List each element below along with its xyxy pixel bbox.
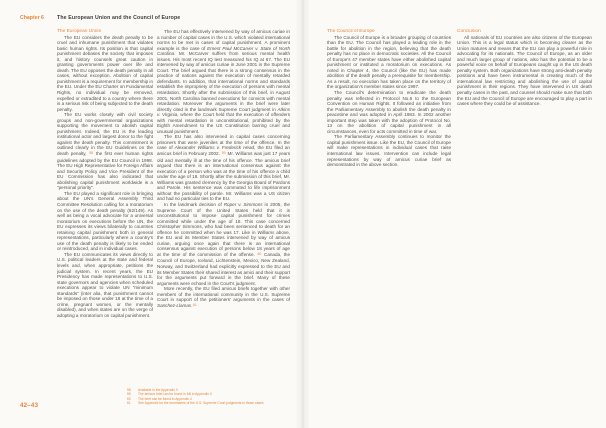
paragraph <box>457 35 592 107</box>
footnote-number: 60 <box>127 396 131 401</box>
section-heading-council-of-europe: The Council of Europe <box>327 29 375 34</box>
right-page-column-2 <box>457 29 592 107</box>
text-run: The EU works closely with civil society groups and non-governmental organizations supporting the movement to abolish capital punishment. Indeed, the EU is the leading institutional actor and largest donor to the fight against the death penalty. This commitment is outlined clearly in the EU Guidelines on the death penalty, <box>57 112 153 157</box>
text-run: The EU communicates its views directly to U.S. political leaders at the state and federal levels and, when appropriate, petitions the judicial system. In recent years, the EU Presidency has made representations to U.S. state governors and agencies when scheduled executions appear to violate UN "minimum standards" (inter alia, that punishment cannot be imposed on those under 18 at the time of a crime, pregnant women, or the mentally disabled), and when states are on the verge of adopting a moratorium on capital punishment. <box>57 251 153 318</box>
footnote-ref-marker: 58 <box>89 151 94 156</box>
case-name-italic: Sanchez-Llamas <box>157 302 192 308</box>
page-title: The European Union and the Council of Europe <box>57 15 181 21</box>
text-run: the first ever human rights guidelines adopted by the EU Council in 1998. The EU High Representative for Foreign Affairs and Security Policy and Vice President of the EU Commission has also indicated that abolishing capital punishment worldwide is a "personal priority". <box>57 151 153 191</box>
footnote-number: 58 <box>127 388 131 392</box>
footnotes <box>127 388 293 405</box>
text-run: The EU has effectively intervened by way of amicus curiae in a number of capital cases in the U.S. which violated international norms to be met in cases of capital punishment. A prominent example is the case of <box>157 29 290 51</box>
footnote-item <box>127 401 293 405</box>
column-text <box>157 29 290 309</box>
paragraph <box>157 202 290 286</box>
right-page <box>303 0 606 428</box>
footnote-text: Available in the Appendix 3 <box>138 388 178 392</box>
spread-page-number: 42–43 <box>20 402 39 409</box>
paragraph <box>327 134 451 167</box>
text-run: The EU considers the death penalty to be cruel and inhumane punishment that violates basic human rights. Its position is that capital punishment debases the society that imposes it, and history counsels great caution in granting governments power over life and death. The EU opposes the death penalty in all cases, without exception. Abolition of capital punishment is a requirement for membership in the EU. Under the EU Charter on Fundamental Rights, no individual may be removed, expelled or extradited to a country where there is a serious risk of being subjected to the death penalty. <box>57 34 153 112</box>
text-run: More recently, the EU filed amicus briefs together with other members of the international community in the U.S. Supreme Court in support of the petitioners' arguments in the cases of <box>157 286 290 303</box>
paragraph <box>57 112 153 191</box>
text-run: Canada, the Council of Europe, Iceland, Lichtenstein, Mexico, New Zealand, Norway, and Switzerland had explicitly expressed to the EU and its Member States their shared interest as amici and their support for the arguments put forward in the brief. Many of these arguments were echoed in the Court's judgment. <box>157 251 290 286</box>
footnote-text: The amicus brief can be found in full in Appendix 4 <box>138 392 212 397</box>
paragraph <box>57 191 153 252</box>
footnote-number: 59 <box>127 392 131 397</box>
paragraph <box>157 286 290 309</box>
footnote-text: See Appendix for the summaries of the U.S. Supreme Court judgments in those cases <box>138 400 264 405</box>
case-name-italic: Williams <box>257 229 275 235</box>
left-page-column-2 <box>157 29 290 309</box>
text-run: . Mr. McCarver suffers from serious mental health issues. His most recent IQ test measured his IQ at 67. The EU intervened by way of amicus curiae in June 2001 in the Supreme Court. The brief argued that there is a strong consensus in the practice of nations against the execution of mentally retarded defendants. In addition, that international norms and standards establish the impropriety of the execution of persons with mental retardation. Shortly after the submission of this brief, in August 2001, North Carolina banned executions for convicts with mental retardation. Moreover the arguments in the brief were later directly cited in the landmark Supreme Court judgment in <box>157 51 290 112</box>
text-run: Mr. Williams was just 17 years old and mentally ill at the time of his offence. The amicus brief argued that there is an international consensus against the execution of a person who was at the time of his offence a child under the age of 18. Shortly after the submission of this brief, Mr. Williams was granted clemency by the Georgia Board of Pardons and Parole. His sentence was commuted to life imprisonment without the possibility of parole. Mr. Williams was a US citizen and had no particular ties to the EU. <box>157 151 290 202</box>
text-run: above, the EU and its Member States intervened by way of amicus curiae, arguing once again that there is an international consensus against execution of persons below 18 years of age at the time of the commission of the offense. <box>157 229 290 257</box>
chapter-label: Chapter 6 <box>20 15 44 21</box>
section-heading-conclusion: Conclusion <box>457 29 481 34</box>
text-run: in 2005, the Supreme Court of the United States held that it is unconstitutional to impose capital punishment for crimes committed while under the age of 18. This case concerned Christopher Simmons, who had been sentenced to death for an offence he committed when he was 17. Like in <box>157 201 290 235</box>
text-run: The Council's determination to eradicate the death penalty was reflected in Protocol No.6 to the European Convention on Human Rights. It followed an initiative from the Parliamentary Assembly to abolish the death penalty in peacetime and was adopted in April 1983. In 2002 another important step was taken with the adoption of Protocol No. 13 on the abolition of capital punishment in all circumstances, even for acts committed in time of war. <box>327 90 451 134</box>
text-run: In the landmark decision of <box>164 201 224 207</box>
text-run: All nationals of EU countries are also citizens of the European Union. This is a legal status which is becoming clearer as the Union matures and means that the EU can play a powerful role in advocating for its nationals. The Council of Europe, as an older and much larger group of nations, also has the potential to be a powerful voice on behalf of Europeans caught up in the US death penalty system. Both organizations have strong anti-death penalty positions and have been instrumental in creating much of the international law restricting and abolishing the use of capital punishment in their regions. They have intervened in US death penalty cases in the past, and counsel should make sure that both the EU and the Council of Europe are encouraged to play a part in cases where they could be of assistance. <box>457 34 592 107</box>
column-text <box>327 35 451 168</box>
text-run: The Council of Europe is a broader grouping of countries than the EU. The Council has played a leading role in the battle for abolition in the region, believing that the death penalty has no place in democratic societies. All the Council of Europe's 47 member states have either abolished capital punishment or instituted a moratorium on executions. As noted in Chapter 4, the Council (like the EU) has made abolition of the death penalty a prerequisite for membership. As a result, no execution has taken place on the territory of the organization's member states since 1997. <box>327 34 451 90</box>
footnote-ref-marker: 60 <box>257 252 262 257</box>
paragraph <box>57 35 153 113</box>
text-run: . <box>191 302 193 308</box>
text-run: , where the Court held that the execution of offenders with mental retardation is unconstitutional, prohibited by the Eighth Amendment to the US Constitution barring cruel and unusual punishment. <box>157 112 290 134</box>
paragraph <box>157 134 290 202</box>
paragraph <box>157 29 290 134</box>
paragraph <box>327 90 451 134</box>
case-name-italic: Ernest Paul McCarver v. State of North Carolina <box>157 45 290 57</box>
text-run: The Parliamentary Assembly continues to monitor the capital punishment issue. Like the EU, the Council of Europe will make representations in individual cases that raise international law issues. Intervention can include legal representations by way of amicus curiae brief as demonstrated in the above section. <box>327 134 451 168</box>
column-text <box>57 35 153 319</box>
footnote-number: 61 <box>127 400 131 405</box>
footnote-text: The brief can be found in Appendix 4 <box>138 396 192 401</box>
paragraph <box>57 252 153 319</box>
footnote-ref-marker: 61 <box>192 303 197 307</box>
paragraph <box>327 35 451 90</box>
column-text <box>457 35 592 107</box>
text-run: The EU has also intervened in capital cases concerning prisoners that were juveniles at the time of the offence. In the case of <box>157 134 290 151</box>
case-name-italic: Atkins v. Virginia <box>157 106 290 118</box>
right-page-column-1 <box>327 29 451 168</box>
case-name-italic: Alexander Williams v. Frederick Head <box>174 145 255 151</box>
text-run: , the EU filed an amicus brief in February 2002. <box>157 145 290 157</box>
section-heading-european-union: The European Union <box>57 29 102 34</box>
case-name-italic: Roper v. Simmons <box>223 201 263 207</box>
text-run: The EU played a significant role in bringing about the UN's General Assembly Third Committee Resolution calling for a moratorium on the use of the death penalty (62/149). As well as being a vocal advocate for a universal moratorium on executions before the UN, the EU expresses its views bilaterally to countries retaining capital punishment both in general representations, particularly where a country's use of the death penalty is likely to be ended or reintroduced, and in individual cases. <box>57 190 153 252</box>
left-page-column-1 <box>57 29 153 318</box>
footnote-ref-marker: 59 <box>221 151 226 156</box>
